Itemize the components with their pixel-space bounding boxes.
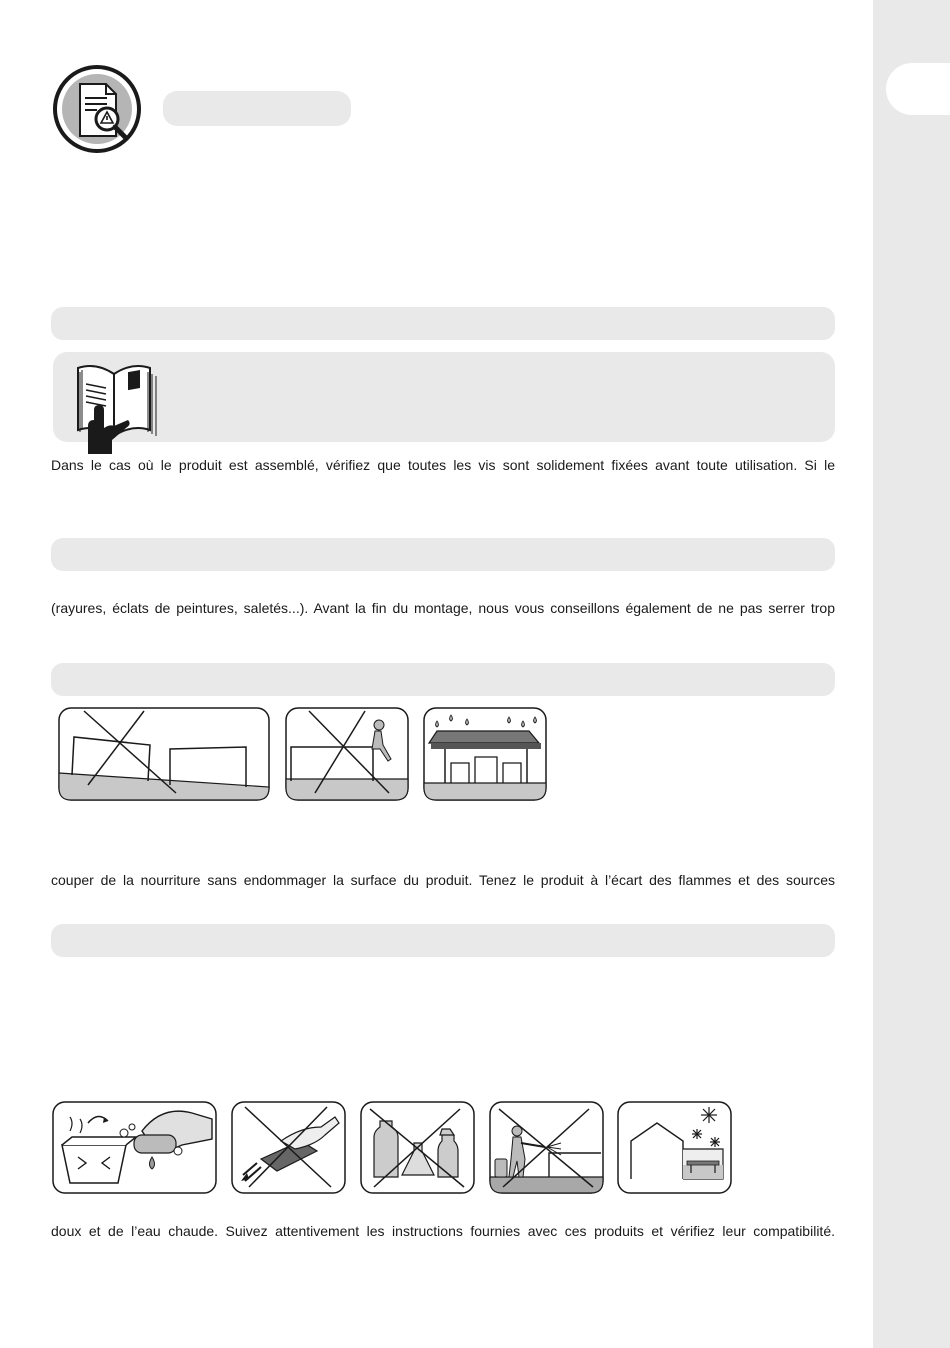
paragraph-mounting: (rayures, éclats de peintures, saletés...). Avant la fin du montage, nous vous conseillons également de ne pas serrer trop (51, 600, 835, 616)
read-manual-hand-icon (72, 358, 162, 459)
paragraph-usage: couper de la nourriture sans endommager la surface du produit. Tenez le produit à l’écart des flammes et des sources (51, 872, 835, 888)
paragraph-maintenance: doux et de l’eau chaude. Suivez attentivement les instructions fournies avec ces produits et vérifiez leur compatibilité. (51, 1223, 835, 1239)
read-manual-box (53, 352, 835, 442)
no-chemical-products-icon (360, 1101, 475, 1194)
section-heading-bar-1 (51, 307, 835, 340)
section-heading-bar-2 (51, 538, 835, 571)
no-pressure-washer-icon (489, 1101, 604, 1194)
language-tab (886, 63, 950, 115)
wash-soapy-water-icon (52, 1101, 217, 1194)
shelter-from-rain-icon (423, 707, 547, 801)
section-heading-bar-3 (51, 663, 835, 696)
paragraph-assembly: Dans le cas où le produit est assemblé, vérifiez que toutes les vis sont solidement fixées avant toute utilisation. Si le (51, 457, 835, 473)
section-heading-bar-4 (51, 924, 835, 957)
no-slope-ground-icon (58, 707, 270, 801)
no-sitting-on-table-icon (285, 707, 409, 801)
side-strip (873, 0, 950, 1348)
section-title-pill (163, 91, 351, 126)
document-warning-magnifier-icon (52, 64, 142, 159)
store-indoors-winter-icon (617, 1101, 732, 1194)
no-abrasive-sponge-icon (231, 1101, 346, 1194)
